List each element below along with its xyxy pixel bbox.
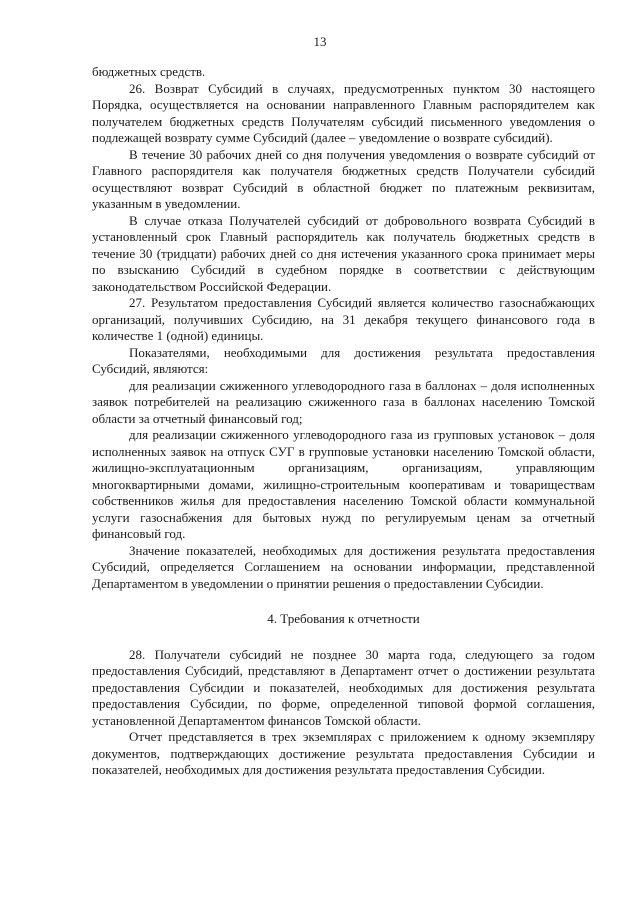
paragraph-indicator-group-installations: для реализации сжиженного углеводородного газа из групповых установок – доля исполненных заявок на отпуск СУГ в групповые установки населению Томской области, жилищно-эксплуатационным организациям, организациям, управляющим многоквартирными домами, жилищно-строительным кооперативам и товариществам собственников жилья для предоставления населению Томской области коммунальной услуги газоснабжения для бытовых нужд по регулируемым ценам за отчетный финансовый год. [92,427,595,541]
paragraph-refusal: В случае отказа Получателей субсидий от добровольного возврата Субсидий в установленный срок Главный распорядитель как получатель бюджетных средств в течение 30 (тридцати) рабочих дней со дня истечения указанного срока принимает меры по взысканию Субсидий в судебном порядке в соответствии с действующим законодательством Российской Федерации. [92,212,595,294]
paragraph-return-deadline: В течение 30 рабочих дней со дня получения уведомления о возврате субсидий от Главного распорядителя как получателя бюджетных средств Получатели субсидий осуществляют возврат Субсидий в областной бюджет по платежным реквизитам, указанным в уведомлении. [92,146,595,211]
paragraph-indicator-values: Значение показателей, необходимых для достижения результата предоставления Субсидий, определяется Соглашением на основании информации, представленной Департаментом в уведомлении о принятии решения о предоставлении Субсидии. [92,542,595,591]
paragraph-continuation: бюджетных средств. [92,64,206,79]
paragraph-report-copies: Отчет представляется в трех экземплярах с приложением к одному экземпляру документов, подтверждающих достижение результата предоставления Субсидии и показателей, необходимых для достижения результата предоставления Субсидии. [92,729,595,777]
section-title: 4. Требования к отчетности [267,611,420,626]
paragraph-indicator-cylinders: для реализации сжиженного углеводородного газа в баллонах – доля исполненных заявок потребителей на реализацию сжиженного газа в баллонах населению Томской области за отчетный финансовый год; [92,377,595,426]
paragraph-indicators-intro: Показателями, необходимыми для достижения результата предоставления Субсидий, являются: [92,344,595,376]
paragraph-26: 26. Возврат Субсидий в случаях, предусмотренных пунктом 30 настоящего Порядка, осуществляется на основании направленного Главным распорядителем как получателем бюджетных средств Получателям субсидий письменного уведомления о подлежащей возврату сумме Субсидий (далее – уведомление о возврате субсидий). [92,80,595,145]
document-body [92,64,595,779]
paragraph-27: 27. Результатом предоставления Субсидий является количество газоснабжающих организаций, получивших Субсидию, на 31 декабря текущего финансового года в количестве 1 (одной) единицы. [92,295,595,343]
paragraph-28: 28. Получатели субсидий не позднее 30 марта года, следующего за годом предоставления Субсидий, представляют в Департамент отчет о достижении результата предоставления Субсидии и показателей, необходимых для достижения результата предоставления Субсидии, по форме, определенной типовой формой соглашения, установленной Департаментом финансов Томской области. [92,646,595,728]
page-number: 13 [313,34,327,49]
